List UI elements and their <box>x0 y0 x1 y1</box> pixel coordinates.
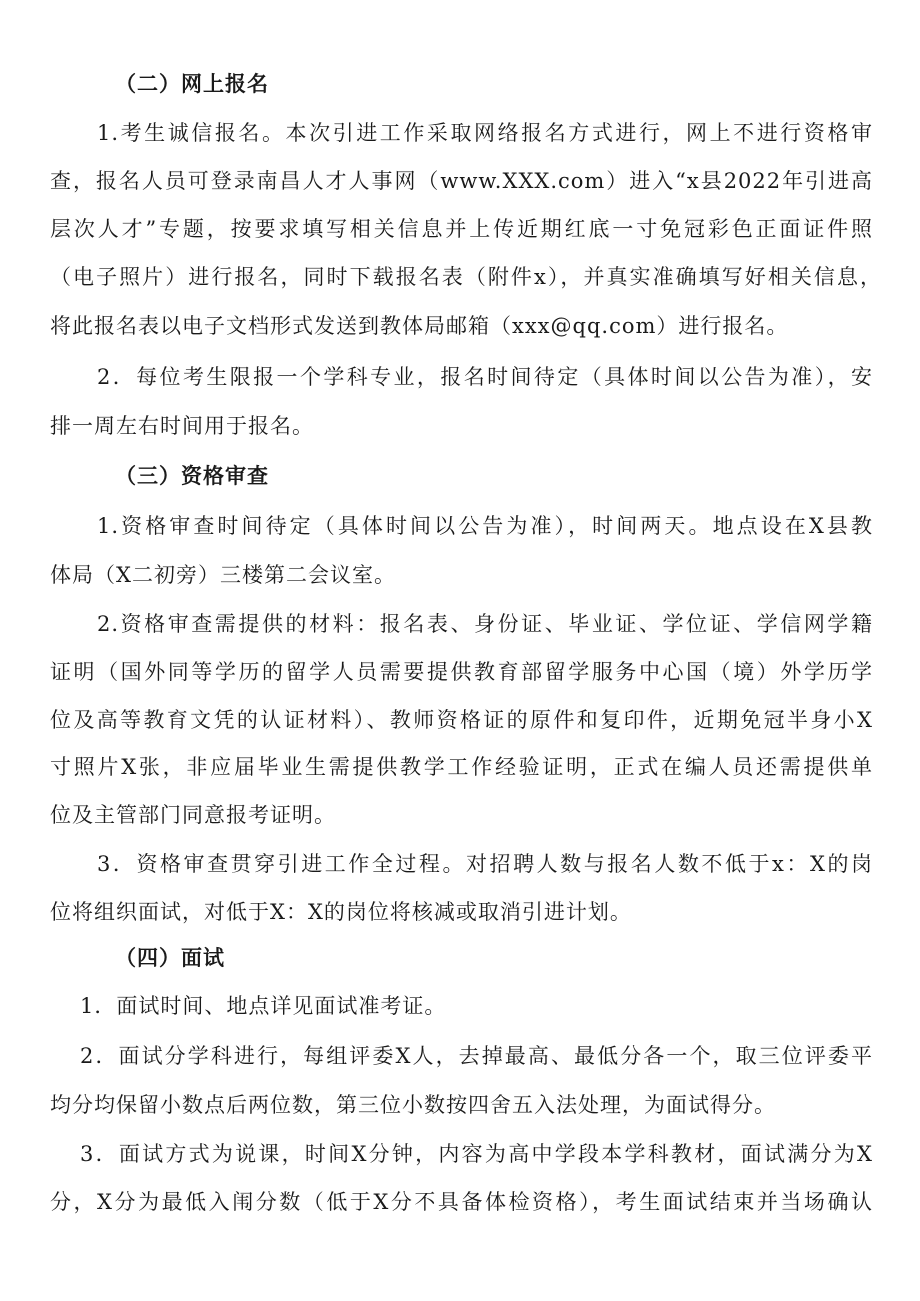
section-heading-interview: （四）面试 <box>115 945 225 970</box>
paragraph-line: 均分均保留小数点后两位数，第三位小数按四舍五入法处理，为面试得分。 <box>50 1093 776 1117</box>
paragraph-line: 3．资格审查贯穿引进工作全过程。对招聘人数与报名人数不低于x：X的岗 <box>97 852 873 876</box>
paragraph-line: （电子照片）进行报名，同时下载报名表（附件x），并真实准确填写好相关信息， <box>50 265 882 289</box>
paragraph-line: 位及高等教育文凭的认证材料）、教师资格证的原件和复印件，近期免冠半身小X <box>50 708 873 732</box>
paragraph-line: 查，报名人员可登录南昌人才人事网（www.XXX.com）进入“x县2022年引进高 <box>50 169 873 193</box>
paragraph-line: 1．面试时间、地点详见面试准考证。 <box>80 994 447 1018</box>
paragraph-line: 将此报名表以电子文档形式发送到教体局邮箱（xxx@qq.com）进行报名。 <box>50 314 789 338</box>
paragraph-line: 层次人才”专题，按要求填写相关信息并上传近期红底一寸免冠彩色正面证件照 <box>50 217 873 241</box>
section-heading-qualification-review: （三）资格审查 <box>115 463 269 488</box>
paragraph-line: 分，X分为最低入闱分数（低于X分不具备体检资格），考生面试结束并当场确认 <box>50 1190 873 1214</box>
paragraph-line: 2．每位考生限报一个学科专业，报名时间待定（具体时间以公告为准），安 <box>97 365 873 389</box>
paragraph-line: 2．面试分学科进行，每组评委X人，去掉最高、最低分各一个，取三位评委平 <box>80 1044 873 1068</box>
paragraph-line: 1.资格审查时间待定（具体时间以公告为准），时间两天。地点设在X县教 <box>97 514 873 538</box>
paragraph-line: 体局（X二初旁）三楼第二会议室。 <box>50 563 396 587</box>
paragraph-line: 位将组织面试，对低于X：X的岗位将核减或取消引进计划。 <box>50 900 632 924</box>
paragraph-line: 位及主管部门同意报考证明。 <box>50 803 336 827</box>
paragraph-line: 证明（国外同等学历的留学人员需要提供教育部留学服务中心国（境）外学历学 <box>50 660 873 684</box>
paragraph-line: 1.考生诚信报名。本次引进工作采取网络报名方式进行，网上不进行资格审 <box>97 121 873 145</box>
paragraph-line: 3．面试方式为说课，时间X分钟，内容为高中学段本学科教材，面试满分为X <box>80 1142 873 1166</box>
paragraph-line: 排一周左右时间用于报名。 <box>50 414 314 438</box>
paragraph-line: 2.资格审查需提供的材料：报名表、身份证、毕业证、学位证、学信网学籍 <box>97 612 873 636</box>
paragraph-line: 寸照片X张，非应届毕业生需提供教学工作经验证明，正式在编人员还需提供单 <box>50 755 873 779</box>
section-heading-online-registration: （二）网上报名 <box>115 71 269 96</box>
